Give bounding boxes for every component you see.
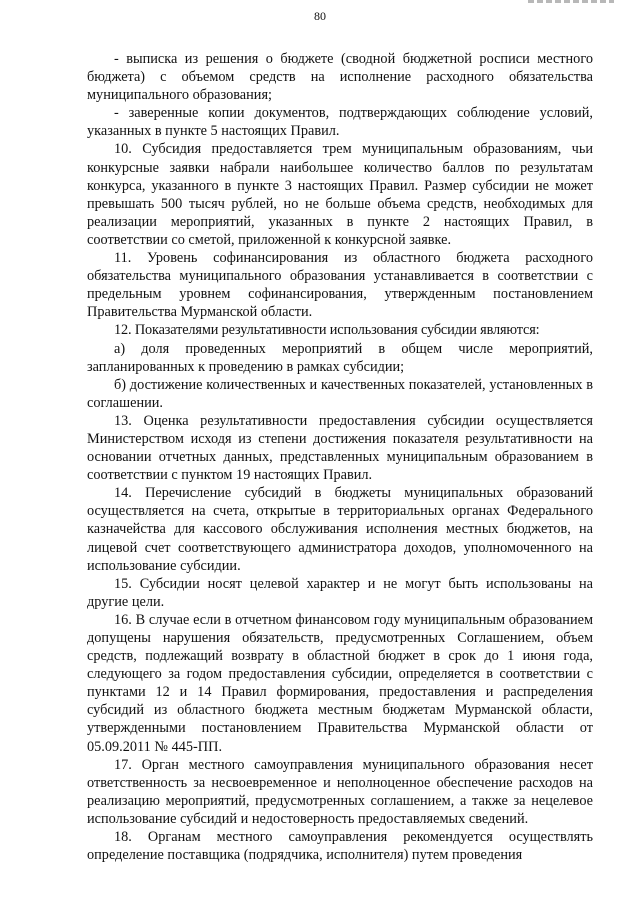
paragraph-item-12b: б) достижение количественных и качественных показателей, установленных в соглашении. — [87, 376, 593, 411]
paragraph-item-13: 13. Оценка результативности предоставления субсидии осуществляется Министерством исходя из степени достижения показателя результативности на основании отчетных данных, представленных муниципальным образованием в соответствии с пунктом 19 настоящих Правил. — [87, 412, 593, 484]
paragraph-item-16: 16. В случае если в отчетном финансовом году муниципальным образованием допущены нарушения обязательств, предусмотренных Соглашением, объем средств, подлежащий возврату в областной бюджет в срок до 1 июня года, следующего за годом предоставления субсидии, определяется в соответствии с пунктами 12 и 14 Правил формирования, предоставления и распределения субсидий из областного бюджета местным бюджетам Мурманской области, утвержденными постановлением Правительства Мурманской области от 05.09.2011 № 445-ПП. — [87, 611, 593, 755]
paragraph-item-15: 15. Субсидии носят целевой характер и не могут быть использованы на другие цели. — [87, 575, 593, 610]
paragraph-item-12a: а) доля проведенных мероприятий в общем числе мероприятий, запланированных к проведению в рамках субсидии; — [87, 340, 593, 375]
paragraph-item-18: 18. Органам местного самоуправления рекомендуется осуществлять определение поставщика (подрядчика, исполнителя) путем проведения — [87, 829, 593, 864]
document-body — [87, 50, 593, 864]
page-number: 80 — [314, 9, 326, 23]
paragraph-item-14: 14. Перечисление субсидий в бюджеты муниципальных образований осуществляется на счета, открытые в территориальных органах Федерального казначейства для кассового обслуживания исполнения местных бюджетов, на лицевой счет соответствующего администратора доходов, уполномоченного на использование субсидии. — [87, 485, 593, 574]
paragraph-item-11: 11. Уровень софинансирования из областного бюджета расходного обязательства муниципального образования устанавливается в соответствии с предельным уровнем софинансирования, утвержденным постановлением Правительства Мурманской области. — [87, 250, 593, 321]
paragraph-certified-copies: - заверенные копии документов, подтверждающих соблюдение условий, указанных в пункте 5 настоящих Правил. — [87, 105, 593, 140]
paragraph-item-12: 12. Показателями результативности использования субсидии являются: — [114, 322, 540, 339]
scan-edge-mark — [528, 0, 614, 3]
paragraph-item-17: 17. Орган местного самоуправления муниципального образования несет ответственность за несвоевременное и неполноценное обеспечение расходов на реализацию мероприятий, предусмотренных соглашением, а также за нецелевое использование субсидий и недостоверность предоставляемых сведений. — [87, 756, 593, 827]
paragraph-extract-budget: - выписка из решения о бюджете (сводной бюджетной росписи местного бюджета) с объемом средств на исполнение расходного обязательства муниципального образования; — [87, 51, 593, 104]
paragraph-item-10: 10. Субсидия предоставляется трем муниципальным образованиям, чьи конкурсные заявки набрали наибольшее количество баллов по результатам конкурса, указанного в пункте 3 настоящих Правил. Размер субсидии не может превышать 500 тысяч рублей, но не больше объема средств, необходимых для реализации мероприятий, указанных в пункте 2 настоящих Правил, в соответствии со сметой, приложенной к конкурсной заявке. — [87, 141, 593, 248]
